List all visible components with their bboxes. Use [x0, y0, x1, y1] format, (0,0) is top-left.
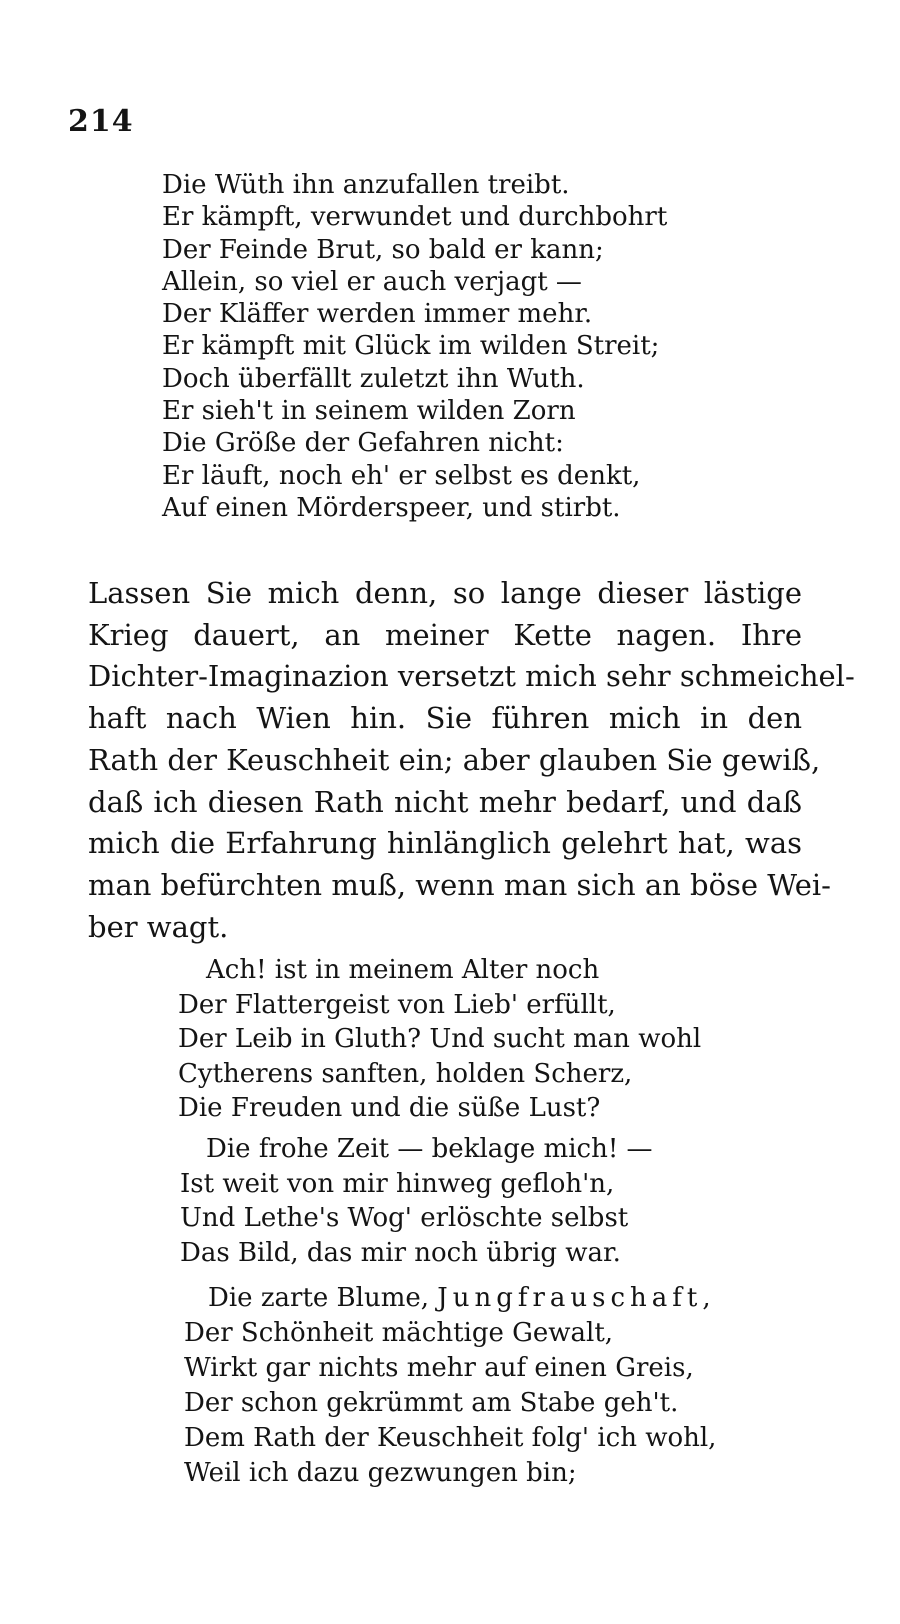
verse-line: Der Kläffer werden immer mehr. — [162, 299, 593, 330]
verse-line: Er kämpft mit Glück im wilden Streit; — [162, 331, 660, 362]
verse-line: Der schon gekrümmt am Stabe geh't. — [184, 1388, 679, 1418]
verse-line: Cytherens sanften, holden Scherz, — [178, 1058, 633, 1089]
prose-paragraph — [88, 573, 855, 948]
prose-line: man befürchten muß, wenn man sich an böse Wei- — [88, 867, 831, 902]
verse-line: Das Bild, das mir noch übrig war. — [180, 1237, 621, 1268]
page-number: 214 — [68, 104, 134, 139]
verse-stanza-2 — [178, 953, 701, 1126]
prose-line: daß ich diesen Rath nicht mehr bedarf, und daß — [88, 784, 802, 819]
prose-line: Lassen Sie mich denn, so lange dieser lästige — [88, 576, 802, 610]
verse-line: Der Leib in Gluth? Und sucht man wohl — [178, 1024, 702, 1054]
prose-line: Dichter-Imaginazion versetzt mich sehr schmeichel- — [88, 659, 855, 694]
verse-stanza-3 — [180, 1132, 653, 1270]
verse-text: Die zarte Blume, — [208, 1283, 438, 1313]
prose-line: Krieg dauert, an meiner Kette nagen. Ihre — [88, 617, 802, 652]
verse-line: Er kämpft, verwundet und durchbohrt — [162, 202, 668, 233]
verse-line: Er läuft, noch eh' er selbst es denkt, — [162, 460, 641, 491]
verse-line: Weil ich dazu gezwungen bin; — [184, 1458, 577, 1488]
verse-line: Und Lethe's Wog' erlöschte selbst — [180, 1203, 629, 1233]
verse-punctuation: , — [702, 1283, 711, 1313]
verse-line: Die Größe der Gefahren nicht: — [162, 428, 564, 459]
verse-line: Dem Rath der Keuschheit folg' ich wohl, — [184, 1423, 717, 1453]
verse-line: Auf einen Mörderspeer, und stirbt. — [162, 492, 621, 523]
verse-line: Wirkt gar nichts mehr auf einen Greis, — [184, 1353, 694, 1383]
verse-stanza-4 — [184, 1281, 716, 1491]
prose-line: mich die Erfahrung hinlänglich gelehrt hat, was — [88, 826, 802, 861]
verse-line: Doch überfällt zuletzt ihn Wuth. — [162, 363, 585, 394]
verse-line: Der Feinde Brut, so bald er kann; — [162, 234, 604, 265]
verse-line — [184, 1281, 716, 1316]
emphasized-word: Jungfrauschaft — [437, 1283, 703, 1313]
verse-line: Allein, so viel er auch verjagt — — [162, 266, 582, 297]
verse-line: Die Freuden und die süße Lust? — [178, 1093, 601, 1123]
prose-line: ber wagt. — [88, 909, 229, 944]
verse-line: Die Wüth ihn anzufallen treibt. — [162, 170, 570, 200]
verse-line: Ach! ist in meinem Alter noch — [206, 955, 600, 985]
verse-line: Die frohe Zeit — beklage mich! — — [206, 1134, 653, 1164]
verse-line: Der Schönheit mächtige Gewalt, — [184, 1318, 614, 1348]
verse-line: Ist weit von mir hinweg gefloh'n, — [180, 1168, 615, 1199]
prose-line: Rath der Keuschheit ein; aber glauben Sie gewiß, — [88, 742, 821, 777]
verse-stanza-1 — [162, 169, 667, 524]
verse-line: Er sieh't in seinem wilden Zorn — [162, 396, 576, 427]
prose-line: haft nach Wien hin. Sie führen mich in den — [88, 701, 802, 736]
verse-line: Der Flattergeist von Lieb' erfüllt, — [178, 989, 616, 1020]
